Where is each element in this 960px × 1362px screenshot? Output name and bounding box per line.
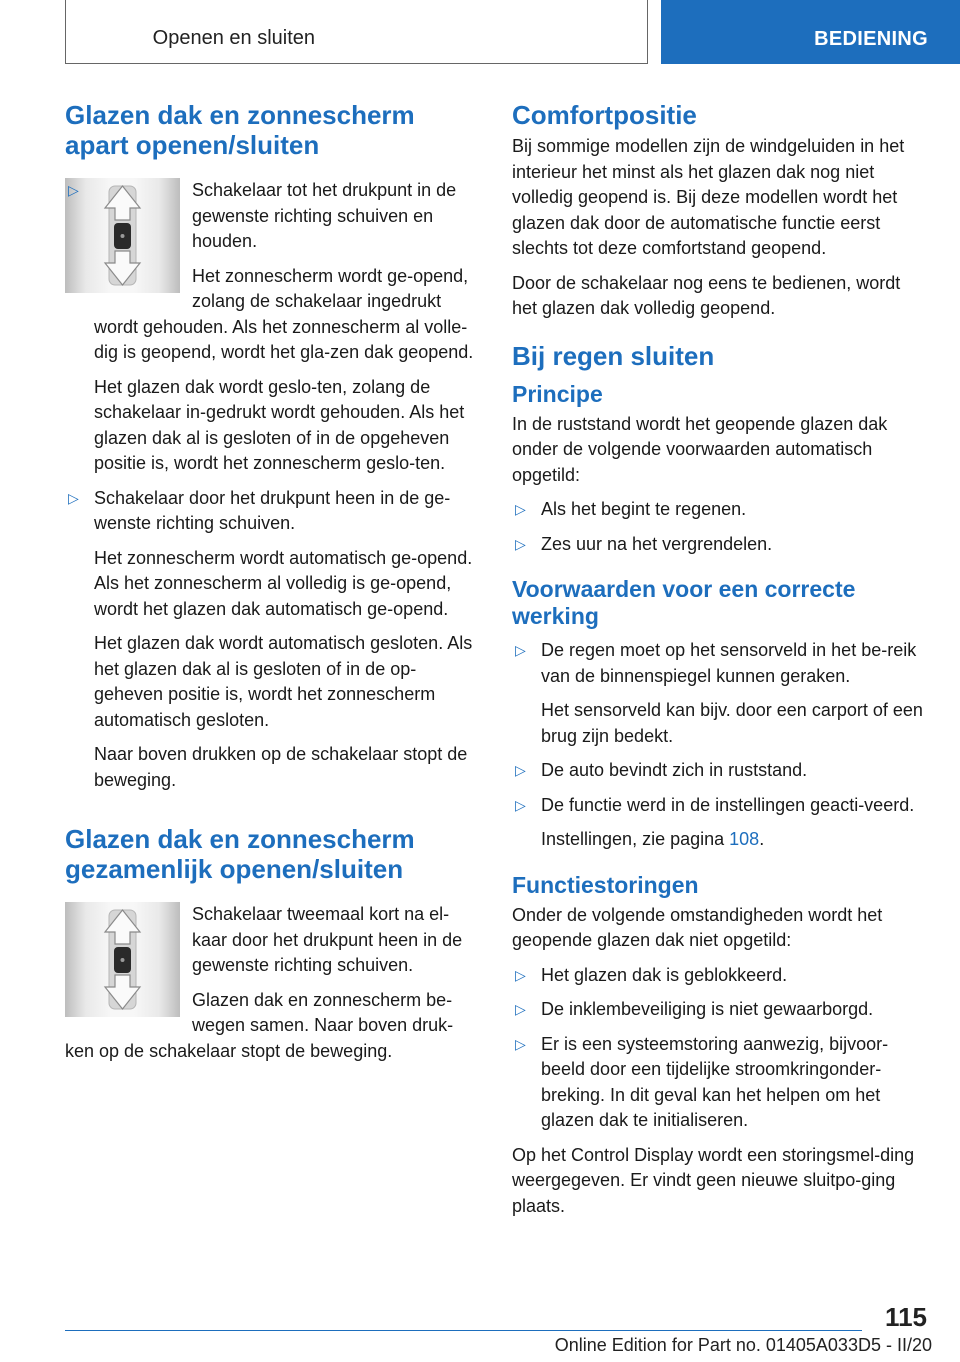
list-item — [512, 758, 930, 784]
list-item-text: De functie werd in de instellingen geacti-veerd. — [541, 794, 915, 815]
list-item — [512, 532, 930, 558]
list-item-text: De auto bevindt zich in ruststand. — [541, 760, 808, 780]
triangle-bullet-icon: ▷ — [515, 501, 526, 517]
header-section-box — [65, 0, 648, 64]
list-item-text: Als het begint te regenen. — [541, 499, 747, 519]
section-title-comfort: Comfortpositie — [512, 100, 697, 130]
step-text: Het glazen dak wordt geslo-ten, zolang de schakelaar in-gedrukt wordt gehouden. Als het glazen dak al is gesloten of in de opgeheven positie is, wordt het zonnescherm geslo-ten. — [94, 376, 465, 473]
together-text: Glazen dak en zonnescherm be-wegen samen. Naar boven druk-ken op de schakelaar stopt de beweging. — [65, 989, 454, 1061]
step-text: Naar boven drukken op de schakelaar stopt de beweging. — [94, 744, 468, 790]
step-text: Schakelaar door het drukpunt heen in de ge-wenste richting schuiven. — [94, 487, 451, 533]
comfort-text: Door de schakelaar nog eens te bedienen, wordt het glazen dak volledig geopend. — [512, 272, 901, 318]
list-item — [512, 497, 930, 523]
step-text: Schakelaar tot het drukpunt in de gewenste richting schuiven en houden. — [192, 180, 457, 251]
list-item — [65, 486, 480, 794]
section-title-together: Glazen dak en zonnescherm gezamenlijk openen/sluiten — [65, 824, 415, 884]
conditions-list — [512, 638, 930, 853]
triangle-bullet-icon: ▷ — [515, 966, 526, 983]
list-item-text: Het sensorveld kan bijv. door een carport of een brug zijn bedekt. — [541, 700, 923, 746]
triangle-bullet-icon: ▷ — [515, 535, 526, 552]
list-item-text: Zes uur na het vergrendelen. — [541, 533, 773, 554]
triangle-bullet-icon: ▷ — [68, 489, 79, 506]
faults-text: Onder de volgende omstandigheden wordt het geopende glazen dak niet opgetild: — [512, 904, 883, 950]
triangle-bullet-icon: ▷ — [515, 762, 526, 778]
triangle-bullet-icon: ▷ — [515, 1001, 526, 1017]
step-text: Het glazen dak wordt automatisch gesloten. Als het glazen dak al is gesloten of in de op-geheven positie is, wordt het zonnescherm automatisch gesloten. — [94, 633, 473, 730]
list-item-text: De inklembeveiliging is niet gewaarborgd. — [541, 999, 874, 1019]
header-section-title: Openen en sluiten — [152, 27, 315, 49]
footer-divider — [65, 1330, 862, 1331]
list-item — [512, 638, 930, 749]
settings-reference-suffix: . — [759, 829, 765, 849]
page-header — [0, 0, 960, 66]
header-chapter-tab — [661, 0, 960, 64]
triangle-bullet-icon: ▷ — [68, 182, 79, 198]
principe-text: In de ruststand wordt het geopende glazen dak onder de volgende voorwaarden automatisch opgetild: — [512, 413, 888, 485]
list-item-text: Het glazen dak is geblokkeerd. — [541, 964, 788, 985]
faults-list — [512, 963, 930, 1134]
list-item — [512, 793, 930, 853]
left-column — [65, 100, 480, 1073]
settings-reference-text: Instellingen, zie pagina — [541, 829, 730, 849]
step-text: Het zonnescherm wordt ge-opend, zolang de schakelaar ingedrukt wordt gehouden. Als het zonnescherm al volle-dig is geopend, wordt het gla-zen dak geopend. — [94, 265, 474, 362]
separate-steps-list — [65, 178, 480, 793]
principe-list — [512, 497, 930, 557]
list-item-text: Er is een systeemstoring aanwezig, bijvoor-beeld door een tijdelijke stroomkringonder-breking. In dit geval kan het helpen om het glazen dak te initialiseren. — [541, 1033, 889, 1130]
triangle-bullet-icon: ▷ — [515, 796, 526, 813]
section-title-separate: Glazen dak en zonnescherm apart openen/sluiten — [65, 100, 415, 160]
list-item — [512, 963, 930, 989]
page-link-108[interactable]: 108 — [729, 829, 760, 849]
list-item — [512, 1032, 930, 1134]
list-item-text: De regen moet op het sensorveld in het be-reik van de binnenspiegel kunnen geraken. — [541, 640, 917, 686]
together-text: Schakelaar tweemaal kort na el-kaar door het drukpunt heen in de gewenste richting schuiven. — [192, 904, 463, 975]
triangle-bullet-icon: ▷ — [515, 1035, 526, 1052]
page-number: 115 — [885, 1302, 927, 1332]
faults-end-text: Op het Control Display wordt een storingsmel-ding weergegeven. Er vindt geen nieuwe sluitpo-ging plaats. — [512, 1144, 915, 1216]
subsection-title-principe: Principe — [512, 380, 603, 407]
footer-edition: Online Edition for Part no. 01405A033D5 - II/20 — [554, 1335, 932, 1355]
right-column — [512, 100, 930, 1228]
triangle-bullet-icon: ▷ — [515, 642, 526, 658]
header-chapter-title: BEDIENING — [814, 28, 928, 50]
switch-illustration-2 — [65, 902, 180, 1017]
step-text: Het zonnescherm wordt automatisch ge-opend. Als het zonnescherm al volledig is ge-opend, wordt het glazen dak automatisch ge-opend. — [94, 547, 473, 619]
comfort-text: Bij sommige modellen zijn de windgeluiden in het interieur het minst als het glazen dak nog niet volledig geopend is. Bij deze modellen wordt het glazen dak door de automatische functie eerst slechts tot deze comfortstand geopend. — [512, 136, 905, 258]
list-item — [512, 997, 930, 1023]
settings-reference — [541, 827, 930, 853]
section-title-rain: Bij regen sluiten — [512, 340, 715, 371]
subsection-title-conditions: Voorwaarden voor een correcte werking — [512, 576, 856, 629]
switch-illustration-icon — [65, 902, 180, 1017]
list-item — [65, 178, 480, 477]
subsection-title-faults: Functiestoringen — [512, 871, 699, 898]
